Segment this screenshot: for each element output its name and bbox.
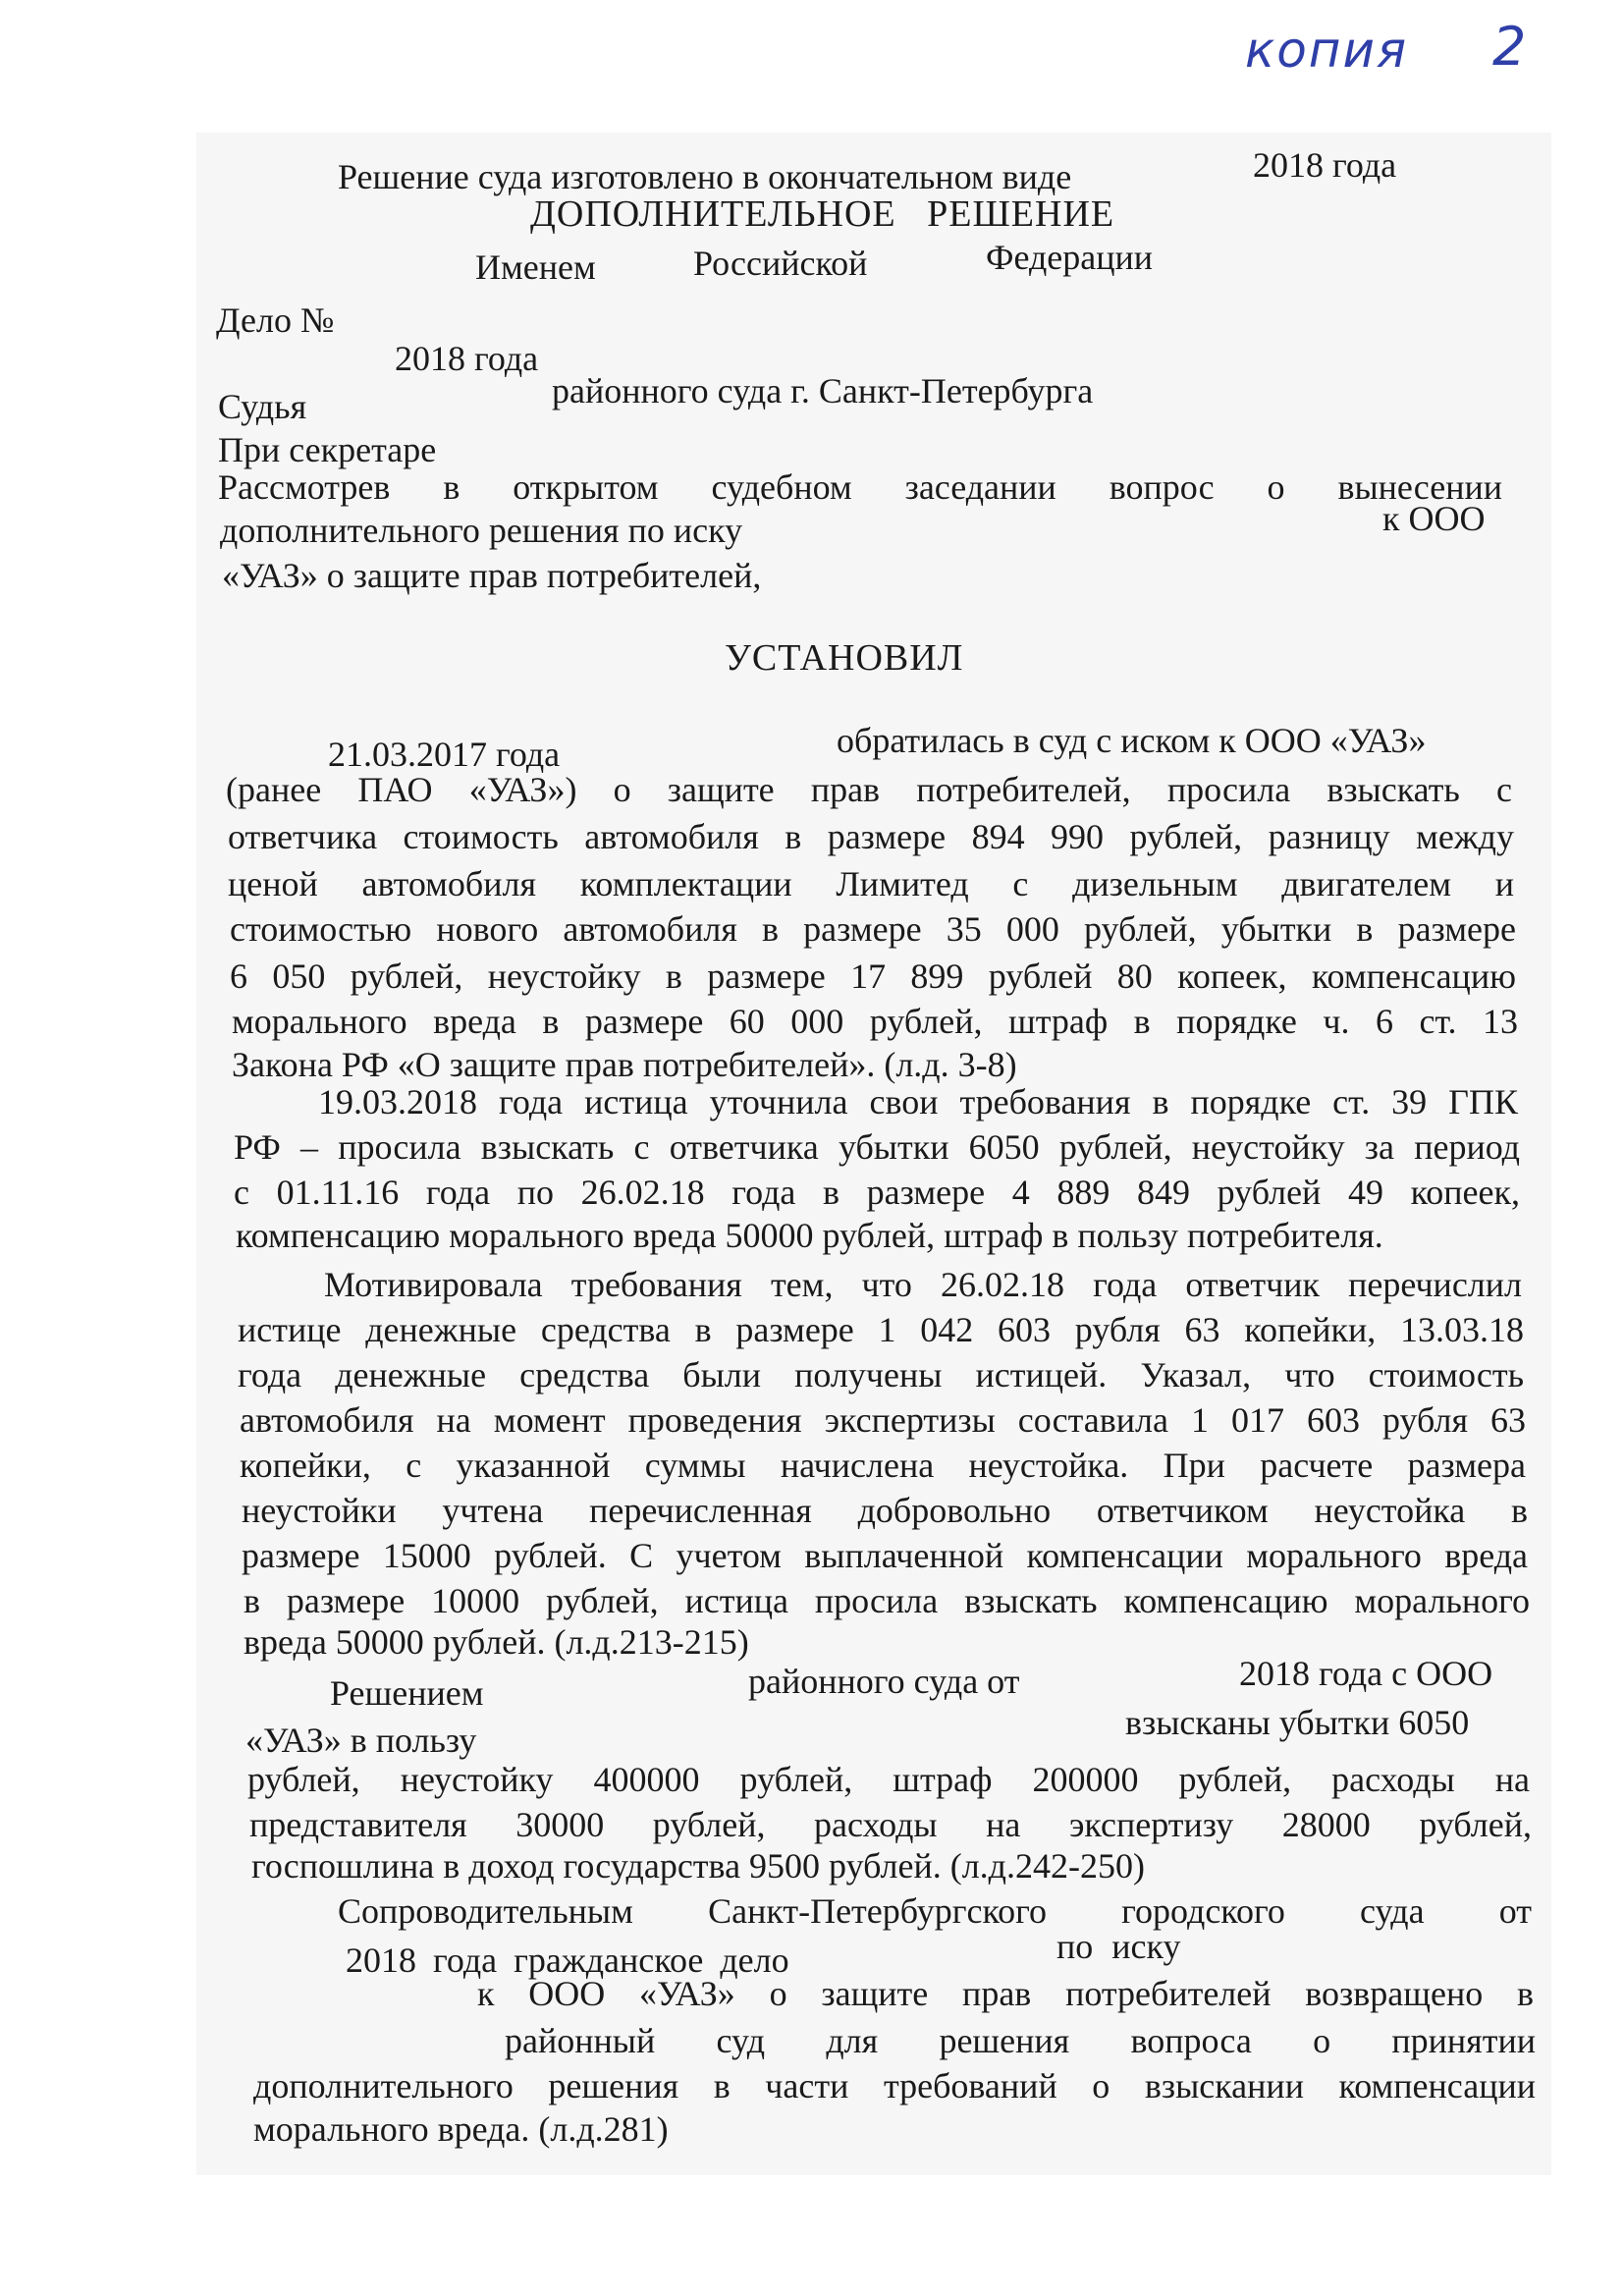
paragraph-line: представителя 30000 рублей, расходы на экспертизу 28000 рублей, <box>249 1805 1532 1844</box>
hearing-date: 2018 года <box>395 339 539 378</box>
paragraph-line: истице денежные средства в размере 1 042 603 рубля 63 копейки, 13.03.18 <box>238 1310 1524 1349</box>
secretary-label: При секретаре <box>218 430 437 469</box>
paragraph-line: автомобиля на момент проведения экспертизы составила 1 017 603 рубля 63 <box>240 1400 1526 1440</box>
paragraph-line: Мотивировала требования тем, что 26.02.18 года ответчик перечислил <box>324 1265 1522 1304</box>
paragraph-line: 6 050 рублей, неустойку в размере 17 899 рублей 80 копеек, компенсацию <box>230 957 1516 996</box>
preamble-line: дополнительного решения по иску <box>220 511 743 550</box>
paragraph-line: Закона РФ «О защите прав потребителей». (л.д. 3-8) <box>232 1045 1017 1084</box>
preamble-line: к ООО <box>1382 499 1486 538</box>
paragraph-line: Решением <box>330 1673 484 1713</box>
paragraph-line: стоимостью нового автомобиля в размере 35 000 рублей, убытки в размере <box>230 909 1516 949</box>
court-name: районного суда г. Санкт-Петербурга <box>552 371 1094 410</box>
paragraph-line: 19.03.2018 года истица уточнила свои требования в порядке ст. 39 ГПК <box>318 1082 1518 1121</box>
paragraph-line: районный суд для решения вопроса о принятии <box>505 2021 1536 2060</box>
paragraph-line: морального вреда. (л.д.281) <box>253 2109 669 2149</box>
paragraph-line: 21.03.2017 года <box>328 735 561 774</box>
paragraph-line: вреда 50000 рублей. (л.д.213-215) <box>244 1622 749 1662</box>
paragraph-line: компенсацию морального вреда 50000 рублей, штраф в пользу потребителя. <box>236 1216 1383 1255</box>
paragraph-line: (ранее ПАО «УАЗ») о защите прав потребителей, просила взыскать с <box>226 770 1512 809</box>
final-form-note: Решение суда изготовлено в окончательном виде <box>338 157 1072 196</box>
paragraph-line: «УАЗ» в пользу <box>245 1721 477 1760</box>
paragraph-line: к ООО «УАЗ» о защите прав потребителей возвращено в <box>477 1974 1534 2013</box>
paragraph-line: по иску <box>1056 1927 1181 1966</box>
paragraph-line: Сопроводительным Санкт-Петербургского городского суда от <box>338 1891 1532 1931</box>
paragraph-line: обратилась в суд с иском к ООО «УАЗ» <box>837 721 1427 760</box>
preamble-line: «УАЗ» о защите прав потребителей, <box>222 556 762 595</box>
in-the-name-word-2: Российской <box>693 244 868 283</box>
paragraph-line: копейки, с указанной суммы начислена неустойка. При расчете размера <box>240 1446 1526 1485</box>
copy-stamp: копия <box>1245 22 1409 79</box>
in-the-name-word-3: Федерации <box>986 238 1154 277</box>
paragraph-line: ценой автомобиля комплектации Лимитед с дизельным двигателем и <box>228 864 1514 903</box>
paragraph-line: РФ – просила взыскать с ответчика убытки 6050 рублей, неустойку за период <box>234 1127 1520 1167</box>
paragraph-line: 2018 года гражданское дело <box>346 1941 789 1980</box>
paragraph-line: морального вреда в размере 60 000 рублей, штраф в порядке ч. 6 ст. 13 <box>232 1002 1518 1041</box>
paragraph-line: размере 15000 рублей. С учетом выплаченной компенсации морального вреда <box>242 1536 1528 1575</box>
paragraph-line: 2018 года с ООО <box>1239 1654 1493 1693</box>
paragraph-line: дополнительного решения в части требований о взыскании компенсации <box>253 2066 1536 2105</box>
paragraph-line: года денежные средства были получены истицей. Указал, что стоимость <box>238 1355 1524 1394</box>
paragraph-line: рублей, неустойку 400000 рублей, штраф 200000 рублей, расходы на <box>247 1760 1530 1799</box>
paragraph-line: районного суда от <box>748 1662 1020 1701</box>
paragraph-line: госпошлина в доход государства 9500 рублей. (л.д.242-250) <box>251 1846 1145 1886</box>
judge-label: Судья <box>218 387 307 426</box>
document-title: ДОПОЛНИТЕЛЬНОЕ РЕШЕНИЕ <box>530 193 1115 235</box>
paragraph-line: неустойки учтена перечисленная добровольно ответчиком неустойка в <box>242 1491 1528 1530</box>
paragraph-line: ответчика стоимость автомобиля в размере 894 990 рублей, разницу между <box>228 817 1514 856</box>
final-form-year: 2018 года <box>1253 145 1397 185</box>
case-number-label: Дело № <box>216 301 335 340</box>
section-title: УСТАНОВИЛ <box>725 637 964 679</box>
paragraph-line: в размере 10000 рублей, истица просила взыскать компенсацию морального <box>244 1581 1530 1620</box>
in-the-name-word-1: Именем <box>475 247 596 287</box>
copy-stamp-number: 2 <box>1492 16 1527 78</box>
paragraph-line: с 01.11.16 года по 26.02.18 года в размере 4 889 849 рублей 49 копеек, <box>234 1173 1520 1212</box>
paragraph-line: взысканы убытки 6050 <box>1125 1703 1470 1742</box>
preamble-line: Рассмотрев в открытом судебном заседании вопрос о вынесении <box>218 467 1502 507</box>
